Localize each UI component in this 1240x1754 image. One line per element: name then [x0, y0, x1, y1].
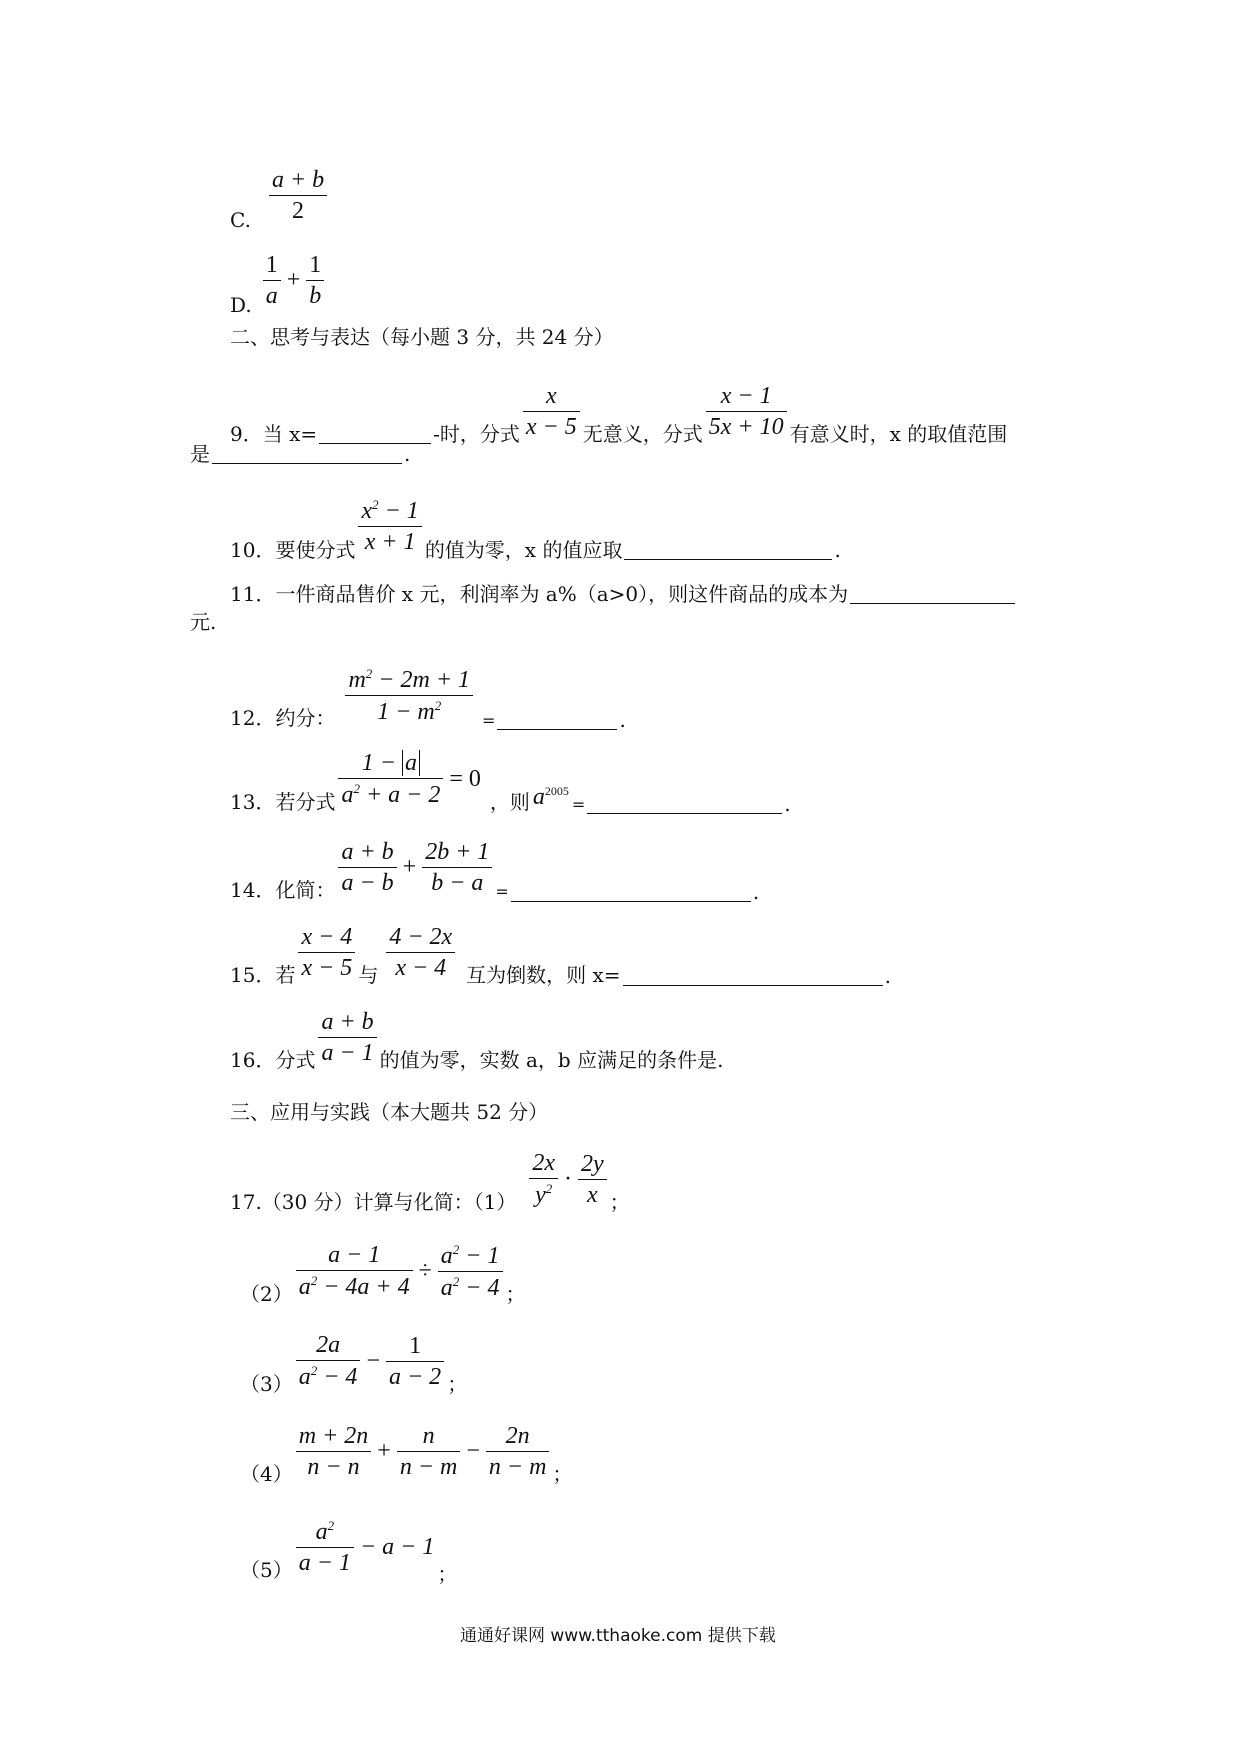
question-9: 9．当 x= -时，分式 $\frac{x}{x - 5}$ 无意义，分式 $\frac{x - 1}{5x + 10}$ 有意义时，x 的取值范围 — [230, 382, 1008, 446]
option-d — [230, 245, 327, 315]
section-3-title: 三、应用与实践（本大题共 52 分） — [230, 1100, 549, 1124]
q17-part-2-expression: $\frac{a - 1}{a^2 - 4a + 4}$ ÷ $\frac{a^2 - 1}{a^2 - 4}$ — [293, 1243, 506, 1300]
q13-fraction: $\frac{1 - a}{a^2 + a - 2}$ = 0 — [335, 751, 483, 807]
option-c-label: C. — [230, 208, 251, 232]
question-17: 17.（30 分）计算与化简：（1） $\frac{2x}{y^2}$ · $\frac{2y}{x}$ ； — [230, 1150, 630, 1214]
question-12: 12．约分： $\frac{m^2 - 2m + 1}{1 - m^2}$ = . — [230, 665, 626, 732]
q9-fraction-2: $\frac{x - 1}{5x + 10}$ — [706, 384, 787, 439]
option-c — [230, 160, 330, 230]
q17-part-3-expression: $\frac{2a}{a^2 - 4}$ − $\frac{1}{a - 2}$ — [293, 1333, 447, 1389]
q15-blank[interactable] — [623, 967, 883, 986]
q17-part-4-expression: $\frac{m + 2n}{n - n}$ + $\frac{n}{n - m}$ − $\frac{2n}{n - m}$ — [293, 1424, 553, 1479]
q9-fraction-1: $\frac{x}{x - 5}$ — [523, 384, 580, 439]
option-d-expression: $\frac{1}{a}$ + $\frac{1}{b}$ — [260, 253, 328, 308]
question-17-part-3: （3） $\frac{2a}{a^2 - 4}$ − $\frac{1}{a - 2}$ ； — [240, 1332, 468, 1396]
option-c-expression: $\frac{a + b}{2}$ — [269, 168, 327, 223]
q12-fraction: $\frac{m^2 - 2m + 1}{1 - m^2}$ — [345, 667, 473, 724]
q16-fraction: $\frac{a + b}{a - 1}$ — [318, 1010, 376, 1065]
question-15: 15．若 $\frac{x - 4}{x - 5}$ 与 $\frac{4 - 2x}{x - 4}$ 互为倒数，则 x= . — [230, 923, 891, 988]
question-17-part-2: （2） $\frac{a - 1}{a^2 - 4a + 4}$ ÷ $\frac{a^2 - 1}{a^2 - 4}$ ； — [240, 1241, 526, 1306]
q11-blank[interactable] — [850, 585, 1015, 604]
question-14: 14．化简： $\frac{a + b}{a - b}$ + $\frac{2b + 1}{b - a}$ = . — [230, 838, 760, 904]
q14-blank[interactable] — [511, 883, 751, 902]
question-11-continued: 元. — [190, 610, 217, 634]
q14-expression: $\frac{a + b}{a - b}$ + $\frac{2b + 1}{b - a}$ — [335, 840, 495, 895]
q9-blank-1[interactable] — [319, 425, 431, 444]
q12-blank[interactable] — [497, 711, 617, 730]
q9-blank-2[interactable] — [212, 445, 402, 464]
q17-part-5-expression: $\frac{a^2}{a - 1}$ − a − 1 — [293, 1519, 438, 1575]
question-16: 16．分式 $\frac{a + b}{a - 1}$ 的值为零，实数 a，b 应满足的条件是. — [230, 1008, 724, 1072]
q15-fraction-1: $\frac{x - 4}{x - 5}$ — [298, 925, 355, 980]
q10-blank[interactable] — [624, 541, 832, 560]
footer-text: 通通好课网 www.tthaoke.com 提供下载 — [460, 1626, 776, 1646]
question-10: 10．要使分式 $\frac{x^2 - 1}{x + 1}$ 的值为零，x 的值应取 . — [230, 497, 841, 562]
question-17-part-5: （5） $\frac{a^2}{a - 1}$ − a − 1 ； — [240, 1518, 458, 1586]
question-17-part-4: （4） $\frac{m + 2n}{n - n}$ + $\frac{n}{n - m}$ − $\frac{2n}{n - m}$ ； — [240, 1422, 573, 1486]
question-9-continued: 是 . — [190, 442, 411, 466]
section-2-title: 二、思考与表达（每小题 3 分，共 24 分） — [230, 325, 614, 349]
q15-fraction-2: $\frac{4 - 2x}{x - 4}$ — [386, 925, 455, 980]
option-d-label: D. — [230, 293, 252, 317]
q13-blank[interactable] — [587, 795, 782, 814]
q10-fraction: $\frac{x^2 - 1}{x + 1}$ — [358, 498, 421, 554]
question-13: 13．若分式 $\frac{1 - a}{a^2 + a - 2}$ = 0 ，则 $a^{2005}$ = . — [230, 750, 791, 816]
q13-power-expression: $a^{2005}$ — [532, 784, 569, 810]
question-11: 11．一件商品售价 x 元，利润率为 a%（a>0），则这件商品的成本为 — [230, 584, 1017, 604]
q17-part-1-expression: $\frac{2x}{y^2}$ · $\frac{2y}{x}$ — [526, 1151, 609, 1207]
